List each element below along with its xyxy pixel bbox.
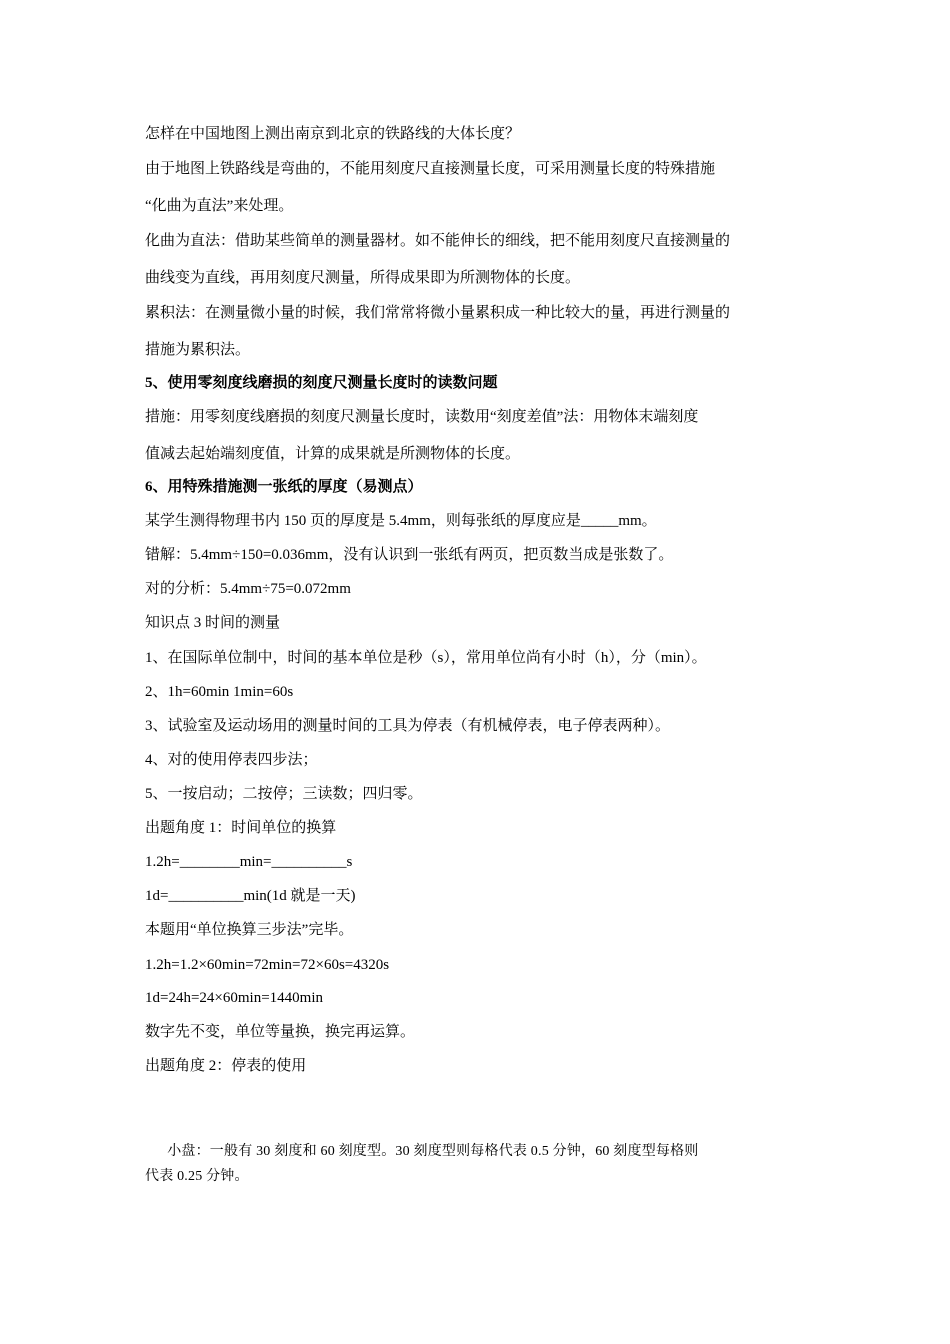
solution-line-1: 1.2h=1.2×60min=72min=72×60s=4320s [145, 957, 390, 973]
paragraph-straighten-method-cont: 曲线变为直线，再用刻度尺测量，所得成果即为所测物体的长度。 [145, 270, 581, 286]
paragraph-wrong-solution: 错解：5.4mm÷150=0.036mm，没有认识到一张纸有两页，把页数当成是张数了。 [145, 547, 674, 563]
paragraph-zero-worn-ruler-cont: 值减去起始端刻度值，计算的成果就是所测物体的长度。 [145, 446, 521, 462]
paragraph-accumulation-method-cont: 措施为累积法。 [145, 342, 251, 358]
paragraph-correct-analysis: 对的分析：5.4mm÷75=0.072mm [145, 581, 351, 597]
paragraph-question-angle-2: 出题角度 2：停表的使用 [145, 1058, 307, 1074]
paragraph-knowledge-point-3: 知识点 3 时间的测量 [145, 615, 281, 631]
list-item-4: 4、对的使用停表四步法； [145, 752, 318, 768]
list-item-3: 3、试验室及运动场用的测量时间的工具为停表（有机械停表，电子停表两种）。 [145, 718, 671, 734]
paragraph-question-angle-1: 出题角度 1：时间单位的换算 [145, 820, 337, 836]
solution-line-2: 1d=24h=24×60min=1440min [145, 990, 324, 1006]
paragraph-paper-thickness-problem: 某学生测得物理书内 150 页的厚度是 5.4mm，则每张纸的厚度应是_____mm。 [145, 513, 657, 529]
exercise-line-1: 1.2h=________min=__________s [145, 854, 353, 870]
paragraph-three-step-method: 本题用“单位换算三步法”完毕。 [145, 922, 354, 938]
section-heading-5: 5、使用零刻度线磨损的刻度尺测量长度时的读数问题 [145, 375, 498, 391]
list-item-5: 5、一按启动；二按停；三读数；四归零。 [145, 786, 423, 802]
exercise-line-2: 1d=__________min(1d 就是一天) [145, 888, 356, 904]
section-heading-6: 6、用特殊措施测一张纸的厚度（易测点） [145, 479, 423, 495]
list-item-1: 1、在国际单位制中，时间的基本单位是秒（s），常用单位尚有小时（h），分（min）。 [145, 650, 707, 666]
paragraph-question-railway-length: 怎样在中国地图上测出南京到北京的铁路线的大体长度？ [145, 126, 521, 142]
paragraph-curve-explanation: 由于地图上铁路线是弯曲的，不能用刻度尺直接测量长度，可采用测量长度的特殊措施 [145, 161, 716, 177]
list-item-2: 2、1h=60min 1min=60s [145, 684, 294, 700]
paragraph-zero-worn-ruler: 措施：用零刻度线磨损的刻度尺测量长度时，读数用“刻度差值”法：用物体末端刻度 [145, 409, 699, 425]
paragraph-curve-explanation-cont: “化曲为直法”来处理。 [145, 198, 294, 214]
paragraph-small-dial: 小盘：一般有 30 刻度和 60 刻度型。30 刻度型则每格代表 0.5 分钟，60 刻度型每格则 [145, 1144, 699, 1159]
paragraph-mnemonic: 数字先不变，单位等量换，换完再运算。 [145, 1024, 416, 1040]
paragraph-small-dial-cont: 代表 0.25 分钟。 [145, 1169, 249, 1184]
paragraph-straighten-method: 化曲为直法：借助某些简单的测量器材。如不能伸长的细线，把不能用刻度尺直接测量的 [145, 233, 731, 249]
paragraph-accumulation-method: 累积法：在测量微小量的时候，我们常常将微小量累积成一种比较大的量，再进行测量的 [145, 305, 731, 321]
